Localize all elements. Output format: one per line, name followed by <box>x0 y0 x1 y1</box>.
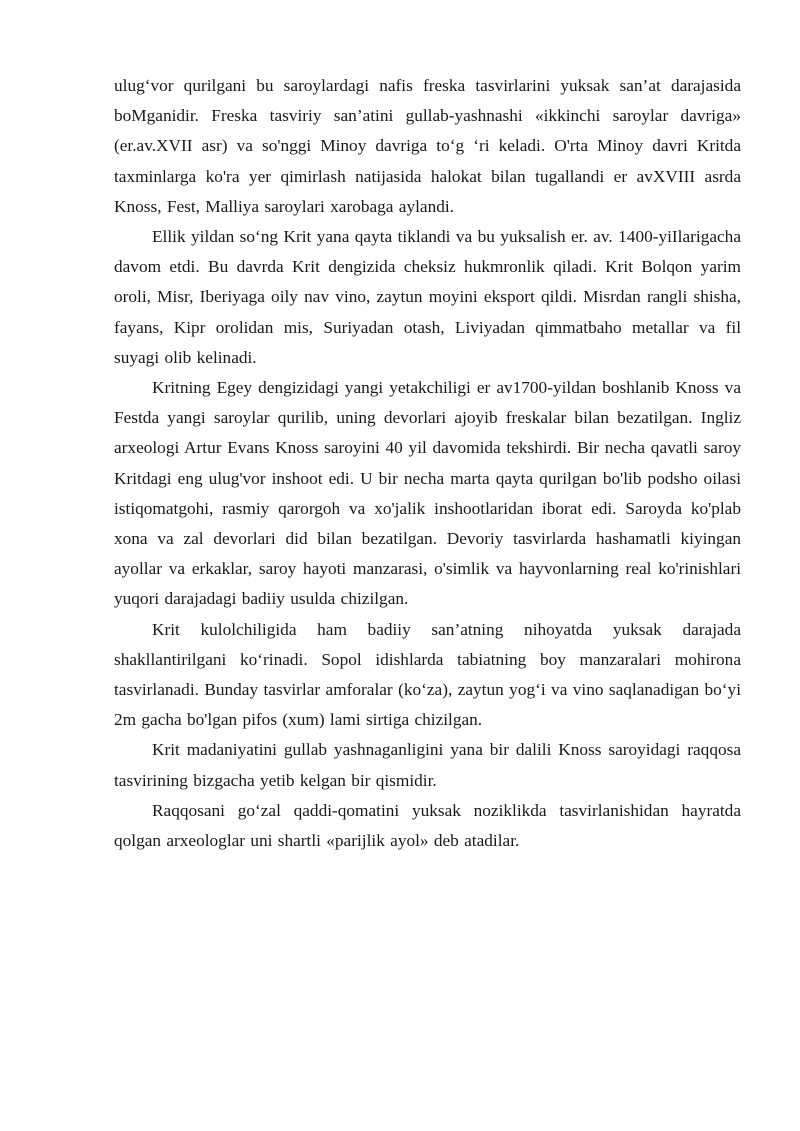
body-text <box>114 71 741 856</box>
paragraph-6: Raqqosani go‘zal qaddi-qomatini yuksak noziklikda tasvirlanishidan hayratda qolgan arxeologlar uni shartli «parijlik ayol» deb atadilar. <box>114 800 741 851</box>
paragraph-4: Krit kulolchiligida ham badiiy san’atning nihoyatda yuksak darajada shakllantirilgani ko‘rinadi. Sopol idishlarda tabiatning boy manzaralari mohirona tasvirlanadi. Bunday tasvirlar amforalar (ko‘za), zaytun yog‘i va vino saqlanadigan bo‘yi 2m gacha bo'lgan pifos (xum) lami sirtiga chizilgan. <box>114 619 741 730</box>
paragraph-5: Krit madaniyatini gullab yashnaganligini yana bir dalili Knoss saroyidagi raqqosa tasvirining bizgacha yetib kelgan bir qismidir. <box>114 740 741 790</box>
paragraph-3: Kritning Egey dengizidagi yangi yetakchiligi er av1700-yildan boshlanib Knoss va Festda yangi saroylar qurilib, uning devorlari ajoyib freskalar bilan bezatilgan. Ingliz arxeologi Artur Evans Knoss saroyini 40 yil davomida tekshirdi. Bir necha qavatli saroy Kritdagi eng ulug'vor inshoot edi. U bir necha marta qayta qurilgan bo'lib podsho oilasi istiqomatgohi, rasmiy qarorgoh va xo'jalik inshootlaridan iborat edi. Saroyda ko'plab xona va zal devorlari did bilan bezatilgan. Devoriy tasvirlarda hashamatli kiyingan ayollar va erkaklar, saroy hayoti manzarasi, o'simlik va hayvonlarning real ko'rinishlari yuqori darajadagi badiiy usulda chizilgan. <box>114 378 741 609</box>
paragraph-2: Ellik yildan so‘ng Krit yana qayta tiklandi va bu yuksalish er. av. 1400-yiIlarigacha davom etdi. Bu davrda Krit dengizida cheksiz hukmronlik qiladi. Krit Bolqon yarim oroli, Misr, Iberiyaga oily nav vino, zaytun moyini eksport qildi. Misrdan rangli shisha, fayans, Kipr orolidan mis, Suriyadan otash, Liviyadan qimmatbaho metallar va fil suyagi olib kelinadi. <box>114 227 741 367</box>
paragraph-1: ulug‘vor qurilgani bu saroylardagi nafis freska tasvirlarini yuksak san’at darajasida boMganidir. Freska tasviriy san’atini gullab-yashnashi «ikkinchi saroylar davriga» (er.av.XVII asr) va so'nggi Minoy davriga to‘g ‘ri keladi. O'rta Minoy davri Kritda taxminlarga ko'ra yer qimirlash natijasida halokat bilan tugallandi er avXVIII asrda Knoss, Fest, Malliya saroylari xarobaga aylandi. <box>114 76 741 216</box>
